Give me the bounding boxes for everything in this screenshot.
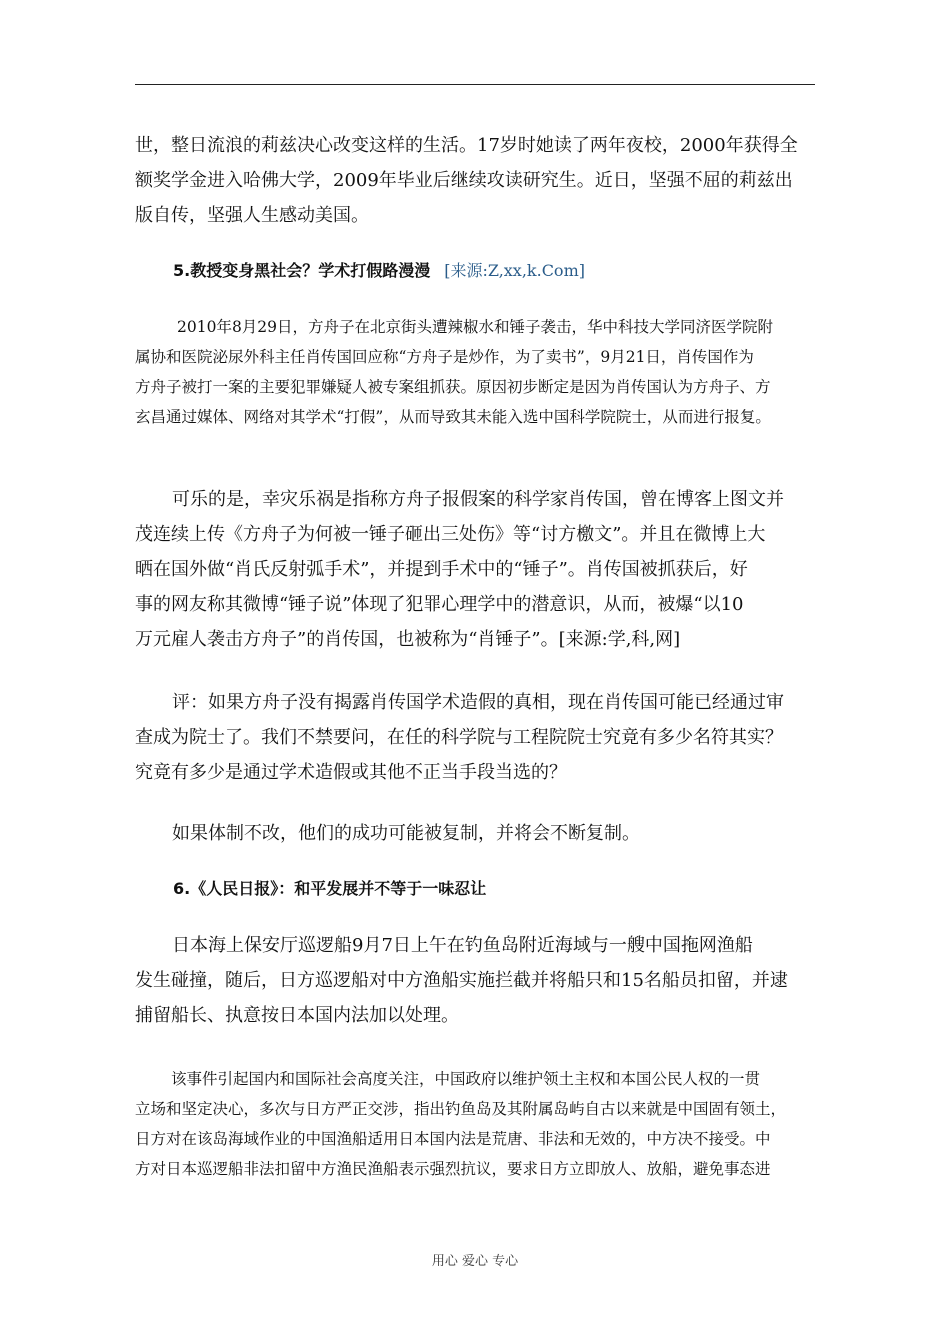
text-line: 方舟子被打一案的主要犯罪嫌疑人被专案组抓获。原因初步断定是因为肖传国认为方舟子、方 [135,378,771,396]
text-line: 如果体制不改，他们的成功可能被复制，并将会不断复制。 [172,823,640,844]
paragraph-xiao-blog [135,482,815,657]
text-line: 究竟有多少是通过学术造假或其他不正当手段当选的？ [135,762,567,783]
text-line: 万元雇人袭击方舟子”的肖传国，也被称为“肖锤子”。[来源:学,科,网] [135,629,681,650]
paragraph-system [135,816,815,851]
text-line: 晒在国外做“肖氏反射弧手术”，并提到手术中的“锤子”。肖传国被抓获后，好 [135,559,748,580]
text-line: 2010年8月29日，方舟子在北京街头遭辣椒水和锤子袭击，华中科技大学同济医学院附 [177,318,774,336]
text-line: 版自传，坚强人生感动美国。 [135,205,369,226]
paragraph-liz [135,128,815,233]
text-line: 发生碰撞，随后，日方巡逻船对中方渔船实施拦截并将船只和15名船员扣留，并逮 [135,970,788,991]
text-line: 评：如果方舟子没有揭露肖传国学术造假的真相，现在肖传国可能已经通过审 [172,692,784,713]
text-line: 该事件引起国内和国际社会高度关注，中国政府以维护领土主权和本国公民人权的一贯 [171,1070,761,1088]
text-line: 茂连续上传《方舟子为何被一锤子砸出三处伤》等“讨方檄文”。并且在微博上大 [135,524,766,545]
text-line: 方对日本巡逻船非法扣留中方渔民渔船表示强烈抗议，要求日方立即放人、放船，避免事态进 [135,1160,771,1178]
text-line: 日方对在该岛海域作业的中国渔船适用日本国内法是荒唐、非法和无效的，中方决不接受。中 [135,1130,771,1148]
section-6-title: 6.《人民日报》：和平发展并不等于一味忍让 [173,879,487,898]
text-line: 查成为院士了。我们不禁要问，在任的科学院与工程院院士究竟有多少名符其实？ [135,727,783,748]
text-line: 捕留船长、执意按日本国内法加以处理。 [135,1005,459,1026]
text-line: 日本海上保安厅巡逻船9月7日上午在钓鱼岛附近海域与一艘中国拖网渔船 [172,935,753,956]
paragraph-attack [135,312,815,432]
text-line: 玄昌通过媒体、网络对其学术“打假”，从而导致其未能入选中国科学院院士，从而进行报复。 [135,408,771,426]
paragraph-diaoyu [135,928,815,1033]
section-5-heading [173,258,853,281]
page-footer: 用心 爱心 专心 [431,1254,519,1269]
text-line: 额奖学金进入哈佛大学，2009年毕业后继续攻读研究生。近日，坚强不屈的莉兹出 [135,170,793,191]
section-6-heading [173,876,853,899]
text-line: 可乐的是，幸灾乐祸是指称方舟子报假案的科学家肖传国，曾在博客上图文并 [172,489,784,510]
paragraph-response [135,1064,815,1184]
text-line: 属协和医院泌尿外科主任肖传国回应称“方舟子是炒作，为了卖书”，9月21日，肖传国作为 [135,348,754,366]
source-note: [来源:Z,xx,k.Com] [444,261,585,280]
text-line: 世，整日流浪的莉兹决心改变这样的生活。17岁时她读了两年夜校，2000年获得全 [135,135,798,156]
section-5-title: 5.教授变身黑社会？学术打假路漫漫 [173,261,431,280]
text-line: 立场和坚定决心，多次与日方严正交涉，指出钓鱼岛及其附属岛屿自古以来就是中国固有领土， [135,1100,787,1118]
header-rule [135,84,815,85]
paragraph-comment [135,685,815,790]
text-line: 事的网友称其微博“锤子说”体现了犯罪心理学中的潜意识，从而，被爆“以10 [135,594,744,615]
